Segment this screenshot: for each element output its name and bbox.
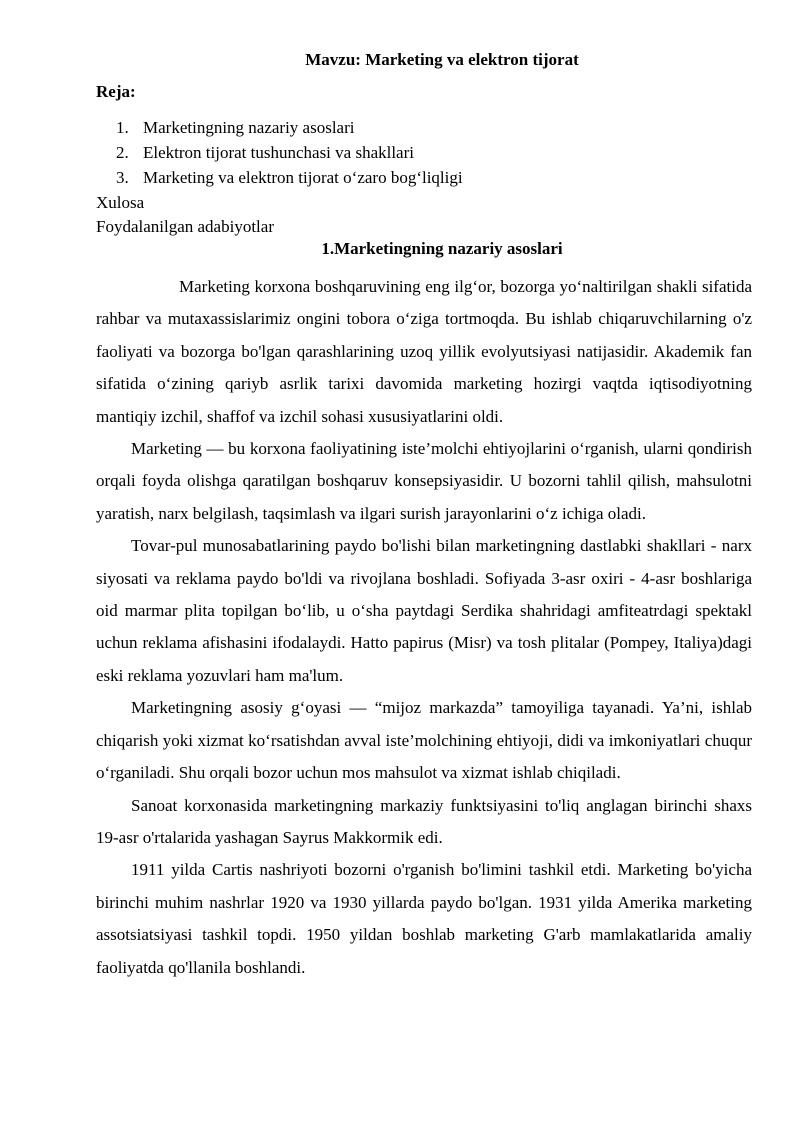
body-text <box>96 271 752 984</box>
plan-item <box>116 140 463 165</box>
plan-item-number: 1. <box>116 118 129 137</box>
plan-item-text: Marketing va elektron tijorat o‘zaro bog‘liqligi <box>143 168 463 187</box>
paragraph: Marketing — bu korxona faoliyatining iste’molchi ehtiyojlarini o‘rganish, ularni qondirish orqali foyda olishga qaratilgan boshqaruv konsepsiyasidir. U bozorni tahlil qilish, mahsulotni yaratish, narx belgilash, taqsimlash va ilgari surish jarayonlarini o‘z ichiga oladi. <box>96 439 752 523</box>
conclusion-line: Xulosa <box>96 193 145 212</box>
document-title: Mavzu: Marketing va elektron tijorat <box>305 50 579 69</box>
paragraph: Marketingning asosiy g‘oyasi — “mijoz markazda” tamoyiliga tayanadi. Ya’ni, ishlab chiqarish yoki xizmat ko‘rsatishdan avval iste’molchining ehtiyoji, didi va imkoniyatlari chuqur o‘rganiladi. Shu orqali bozor uchun mos mahsulot va xizmat ishlab chiqiladi. <box>96 698 752 783</box>
plan-item-number: 2. <box>116 143 129 162</box>
plan-item-text: Elektron tijorat tushunchasi va shakllari <box>143 143 414 162</box>
plan-item-number: 3. <box>116 168 129 187</box>
references-line: Foydalanilgan adabiyotlar <box>96 217 274 236</box>
paragraph: Sanoat korxonasida marketingning markaziy funktsiyasini to'liq anglagan birinchi shaxs 19-asr o'rtalarida yashagan Sayrus Makkormik edi. <box>96 795 752 847</box>
plan-list <box>116 115 463 190</box>
plan-item <box>116 115 463 140</box>
section-heading: 1.Marketingning nazariy asoslari <box>321 239 563 258</box>
paragraph: Tovar-pul munosabatlarining paydo bo'lishi bilan marketingning dastlabki shakllari - narx siyosati va reklama paydo bo'ldi va rivojlana boshladi. Sofiyada 3-asr oxiri - 4-asr boshlariga oid marmar plita topilgan bo‘lib, u o‘sha paytdagi Serdika shahridagi amfiteatrdagi spektakl uchun reklama afishasini ifodalaydi. Hatto papirus (Misr) va tosh plitalar (Pompey, Italiya)dagi eski reklama yozuvlari ham ma'lum. <box>96 536 752 685</box>
plan-label: Reja: <box>96 82 136 101</box>
plan-item <box>116 165 463 190</box>
paragraph: Marketing korxona boshqaruvining eng ilg‘or, bozorga yo‘naltirilgan shakli sifatida rahbar va mutaxassislarimiz ongini tobora o‘ziga tortmoqda. Bu ishlab chiqaruvchilarning o'z faoliyati va bozorga bo'lgan qarashlarining uzoq yillik evolyutsiyasi natijasidir. Akademik fan sifatida o‘zining qariyb asrlik tarixi davomida marketing hozirgi vaqtda iqtisodiyotning mantiqiy izchil, shaffof va izchil sohasi xususiyatlarini oldi. <box>96 277 752 426</box>
plan-item-text: Marketingning nazariy asoslari <box>143 118 355 137</box>
paragraph: 1911 yilda Cartis nashriyoti bozorni o'rganish bo'limini tashkil etdi. Marketing bo'yicha birinchi muhim nashrlar 1920 va 1930 yillarda paydo bo'lgan. 1931 yilda Amerika marketing assotsiatsiyasi tashkil topdi. 1950 yildan boshlab marketing G'arb mamlakatlarida amaliy faoliyatda qo'llanila boshlandi. <box>96 860 752 977</box>
